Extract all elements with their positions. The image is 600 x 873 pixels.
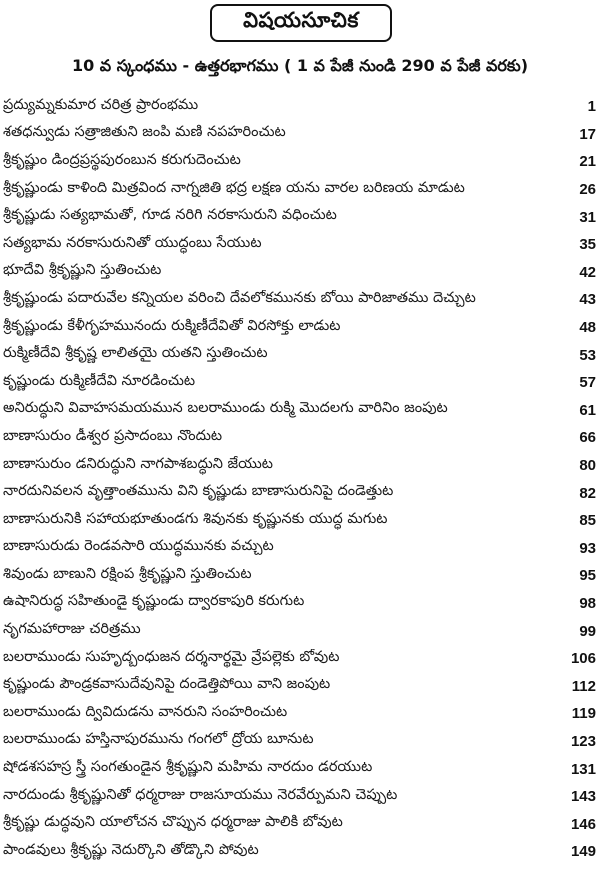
entry-page-number: 48 xyxy=(579,319,596,337)
entry-title: బాణాసురుం డనిరుద్ధుని నాగపాశబద్ధుని జేయుట xyxy=(3,455,273,472)
entry-title: అనిరుద్ధుని వివాహసమయమున బలరాముండు రుక్మి మొదలగు వారినిం జంపుట xyxy=(3,400,448,417)
entry-page-number: 26 xyxy=(579,181,596,199)
entry-title: షోడశసహస్ర స్త్రీ సంగతుండైన శ్రీకృష్ణుని మహిమ నారదుం డరయుట xyxy=(3,759,373,776)
entry-page-number: 66 xyxy=(579,429,596,447)
entry-title: బాణాసురునికి సహాయభూతుండగు శివునకు కృష్ణునకు యుద్ధ మగుట xyxy=(3,510,388,527)
entry-title: బలరాముండు సుహృద్బంధుజన దర్శనార్థమై వ్రేపల్లెకు బోవుట xyxy=(3,648,340,665)
entry-title: శ్రీకృష్ణుడు సత్యభామతో, గూడ నరిగి నరకాసురుని వధించుట xyxy=(3,207,337,224)
list-item xyxy=(0,838,600,866)
entry-page-number: 143 xyxy=(570,788,596,806)
list-item xyxy=(0,507,600,535)
list-item xyxy=(0,286,600,314)
list-item xyxy=(0,176,600,204)
entry-page-number: 53 xyxy=(579,346,596,364)
page-heading: విషయసూచిక xyxy=(210,4,392,42)
entry-title: శతధన్వుడు సత్రాజితుని జంపి మణి నపహరించుట xyxy=(3,124,286,141)
entry-page-number: 61 xyxy=(579,401,596,419)
entry-title: బాణాసురుడు రెండవసారి యుద్ధమునకు వచ్చుట xyxy=(3,538,274,555)
entry-page-number: 93 xyxy=(579,539,596,557)
entry-page-number: 80 xyxy=(579,457,596,475)
entry-title: ప్రద్యుమ్నకుమార చరిత్ర ప్రారంభము xyxy=(3,96,199,113)
section-subheading: 10 వ స్కంధము - ఉత్తరభాగము ( 1 వ పేజీ నుండి 290 వ పేజీ వరకు) xyxy=(71,56,529,75)
list-item xyxy=(0,590,600,618)
list-item xyxy=(0,755,600,783)
list-item xyxy=(0,369,600,397)
entry-page-number: 42 xyxy=(579,263,596,281)
entry-page-number: 112 xyxy=(571,677,596,695)
entry-title: భూదేవి శ్రీకృష్ణుని స్తుతించుట xyxy=(3,262,162,279)
list-item xyxy=(0,672,600,700)
entry-page-number: 131 xyxy=(570,760,596,778)
list-item xyxy=(0,562,600,590)
list-item xyxy=(0,617,600,645)
entry-page-number: 95 xyxy=(579,567,596,585)
entry-page-number: 85 xyxy=(579,512,596,530)
list-item xyxy=(0,728,600,756)
list-item xyxy=(0,452,600,480)
list-item xyxy=(0,203,600,231)
entry-page-number: 1 xyxy=(587,98,596,116)
entry-title: సత్యభామ నరకాసురునితో యుద్ధంబు సేయుట xyxy=(3,234,262,251)
list-item xyxy=(0,397,600,425)
entry-title: నారదుండు శ్రీకృష్ణునితో ధర్మరాజు రాజసూయము నెరవేర్పుమని చెప్పుట xyxy=(3,786,398,803)
list-item xyxy=(0,341,600,369)
entry-title: శ్రీకృష్ణు డుద్ధవుని యాలోచన చొప్పున ధర్మరాజు పాలికి బోవుట xyxy=(3,814,343,831)
entry-title: రుక్మిణీదేవి శ్రీకృష్ణ లాలితయై యతని స్తుతించుట xyxy=(3,345,268,362)
list-item xyxy=(0,148,600,176)
entry-title: శ్రీకృష్ణుం డింద్రప్రస్థపురంబున కరుగుదెంచుట xyxy=(3,151,241,168)
list-item xyxy=(0,231,600,259)
entry-page-number: 82 xyxy=(579,484,596,502)
list-item xyxy=(0,121,600,149)
entry-title: నృగమహారాజు చరిత్రము xyxy=(3,621,141,638)
entry-page-number: 17 xyxy=(579,125,596,143)
entry-page-number: 146 xyxy=(570,815,596,833)
entry-page-number: 98 xyxy=(579,594,596,612)
entry-title: కృష్ణుండు పౌండ్రకవాసుదేవునిపై దండెత్తిపోయి వాని జంపుట xyxy=(3,676,331,693)
contents-list xyxy=(0,93,600,866)
entry-title: పాండవులు శ్రీకృష్ణు నెదుర్కొని తోడ్కొని పోవుట xyxy=(3,841,259,858)
entry-page-number: 99 xyxy=(579,622,596,640)
entry-title: కృష్ణుండు రుక్మిణీదేవి నూరడించుట xyxy=(3,372,196,389)
entry-title: బలరాముండు హస్తినాపురమును గంగలో ద్రోయ బూనుట xyxy=(3,731,314,748)
entry-page-number: 35 xyxy=(579,236,596,254)
entry-page-number: 119 xyxy=(571,705,596,723)
entry-title: శ్రీకృష్ణుండు పదారువేల కన్నియల వరించి దేవలోకమునకు బోయి పారిజాతము దెచ్చుట xyxy=(3,289,476,306)
list-item xyxy=(0,314,600,342)
entry-title: బలరాముండు ద్వివిదుడను వానరుని సంహరించుట xyxy=(3,703,288,720)
entry-page-number: 31 xyxy=(579,208,596,226)
list-item xyxy=(0,93,600,121)
list-item xyxy=(0,810,600,838)
list-item xyxy=(0,700,600,728)
list-item xyxy=(0,479,600,507)
entry-title: శ్రీకృష్ణుండు కేళీగృహమునందు రుక్మిణీదేవితో విరసోక్తు లాడుట xyxy=(3,317,341,334)
list-item xyxy=(0,424,600,452)
entry-title: శివుండు బాణుని రక్షింప శ్రీకృష్ణుని స్తుతించుట xyxy=(3,565,252,582)
entry-page-number: 123 xyxy=(570,732,596,750)
list-item xyxy=(0,783,600,811)
list-item xyxy=(0,535,600,563)
list-item xyxy=(0,259,600,287)
entry-page-number: 149 xyxy=(570,843,596,861)
list-item xyxy=(0,645,600,673)
entry-page-number: 57 xyxy=(579,374,596,392)
entry-page-number: 106 xyxy=(570,650,596,668)
entry-title: శ్రీకృష్ణుండు కాళింది మిత్రవింద నాగ్నజితి భద్ర లక్షణ యను వారల బరిణయ మాడుట xyxy=(3,179,465,196)
entry-title: నారదునివలన వృత్తాంతమును విని కృష్ణుడు బాణాసురునిపై దండెత్తుట xyxy=(3,483,394,500)
entry-title: బాణాసురుం డీశ్వర ప్రసాదంబు నొందుట xyxy=(3,427,223,444)
entry-page-number: 43 xyxy=(579,291,596,309)
entry-page-number: 21 xyxy=(579,153,596,171)
entry-title: ఉషానిరుద్ధ సహితుండై కృష్ణుండు ద్వారకాపురి కరుగుట xyxy=(3,593,305,610)
